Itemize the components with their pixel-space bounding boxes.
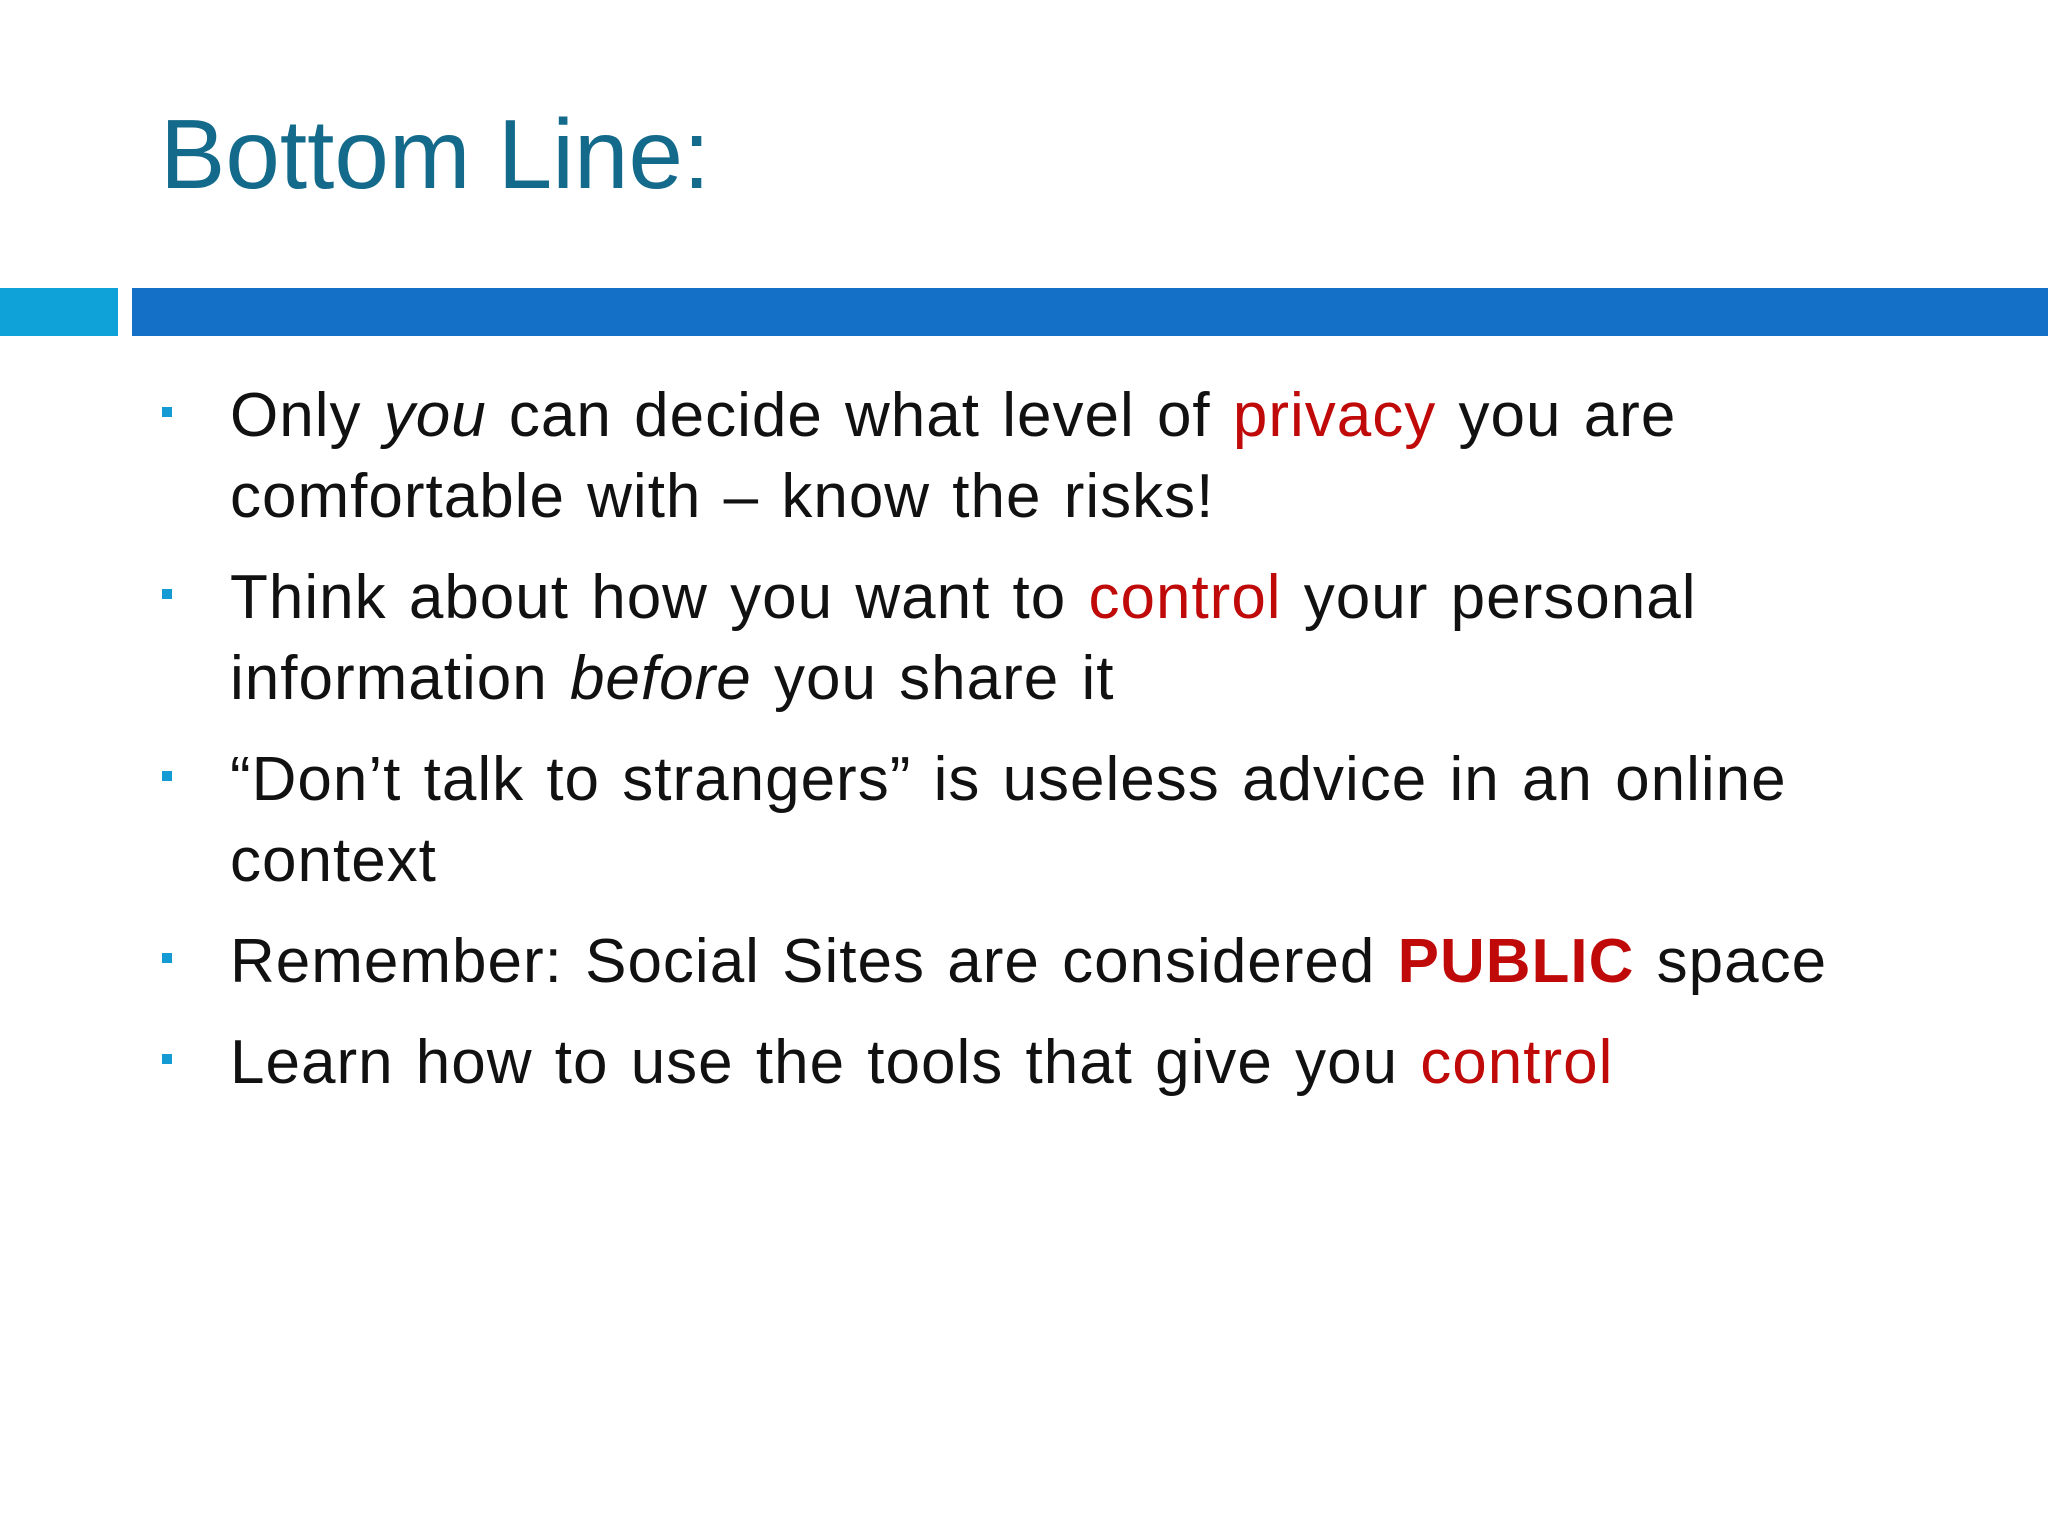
bullet-text-segment: Learn how to use the tools that give you (230, 1028, 1421, 1097)
bullet-text-segment: you are comfortable with – know the risks! (230, 381, 1677, 531)
emphasis-italic: you (383, 381, 487, 450)
highlight-word: control (1420, 1028, 1614, 1097)
bullet-text-segment: Only (230, 381, 384, 450)
bullet-text-segment: can decide what level of (486, 381, 1233, 450)
bullet-square-icon (162, 589, 172, 599)
emphasis-italic: before (569, 644, 752, 713)
bullet-text-segment: “Don’t talk to strangers” is useless advice in an online context (230, 745, 1787, 895)
bullet-text (230, 739, 1870, 901)
highlight-word: privacy (1232, 381, 1437, 450)
bullet-text (230, 1022, 1870, 1103)
bullet-text-segment: you share it (751, 644, 1115, 713)
bullet-text-segment: space (1634, 927, 1828, 996)
bullet-text-segment: your personal information (230, 563, 1697, 713)
bullet-square-icon (162, 407, 172, 417)
bullet-text-segment: Remember: Social Sites are considered (230, 927, 1398, 996)
bullet-square-icon (162, 1054, 172, 1064)
bullet-text (230, 375, 1870, 537)
slide-title: Bottom Line: (160, 99, 711, 209)
highlight-word: control (1088, 563, 1282, 632)
bullet-text-segment: Think about how you want to (230, 563, 1089, 632)
highlight-word: PUBLIC (1397, 927, 1635, 996)
bullet-square-icon (162, 953, 172, 963)
bullet-square-icon (162, 771, 172, 781)
bullet-text (230, 921, 1990, 1002)
bullet-text (230, 557, 1870, 719)
